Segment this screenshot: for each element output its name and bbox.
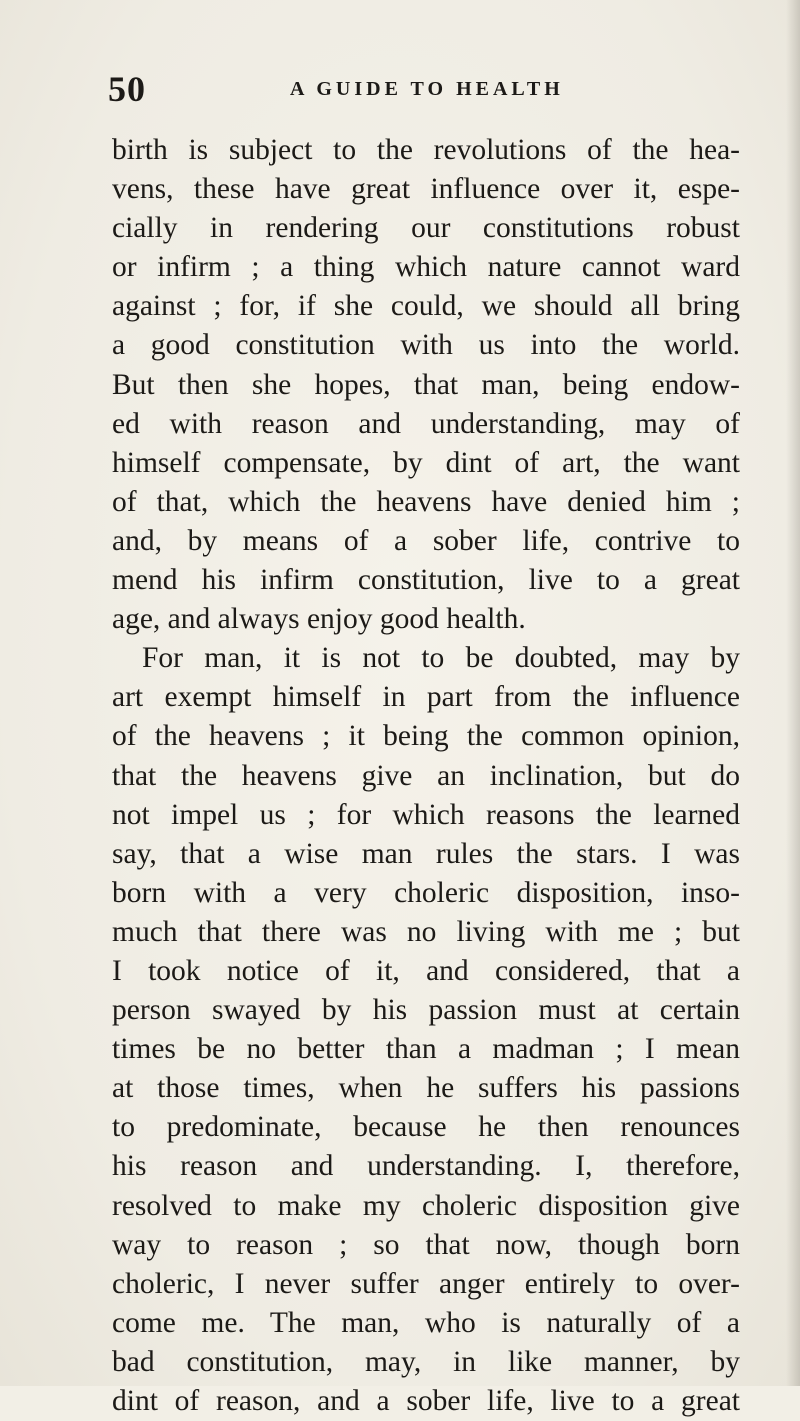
text-line: dint of reason, and a sober life, live to a great — [112, 1385, 740, 1417]
page-number: 50 — [108, 69, 146, 109]
text-line: resolved to make my choleric disposition give — [112, 1189, 740, 1222]
text-line: of that, which the heavens have denied him ; — [112, 485, 740, 518]
text-line: not impel us ; for which reasons the learned — [112, 798, 740, 831]
text-line: ed with reason and understanding, may of — [112, 407, 740, 440]
text-line: cially in rendering our constitutions robust — [112, 212, 740, 245]
paragraph-start-line: For man, it is not to be doubted, may by — [142, 642, 740, 675]
text-line: But then she hopes, that man, being endow- — [112, 368, 740, 401]
text-line: say, that a wise man rules the stars. I was — [112, 837, 740, 870]
text-line: a good constitution with us into the world. — [112, 329, 740, 362]
text-line: his reason and understanding. I, therefore, — [112, 1150, 740, 1183]
body-text — [112, 131, 740, 1421]
page-header — [108, 66, 728, 112]
text-line: mend his infirm constitution, live to a great — [112, 564, 740, 597]
text-line: at those times, when he suffers his passions — [112, 1072, 740, 1105]
text-line: born with a very choleric disposition, inso- — [112, 876, 740, 909]
text-line: way to reason ; so that now, though born — [112, 1228, 740, 1261]
text-line: himself compensate, by dint of art, the want — [112, 446, 740, 479]
text-line: I took notice of it, and considered, that a — [112, 954, 740, 987]
text-line: choleric, I never suffer anger entirely to over- — [112, 1267, 740, 1300]
text-line: and, by means of a sober life, contrive to — [112, 524, 740, 557]
text-line: bad constitution, may, in like manner, by — [112, 1345, 740, 1378]
paragraph-end-line: age, and always enjoy good health. — [112, 603, 526, 636]
page-edge-shadow — [786, 0, 800, 1386]
text-line: against ; for, if she could, we should all bring — [112, 290, 740, 323]
text-line: person swayed by his passion must at certain — [112, 994, 740, 1027]
text-line: vens, these have great influence over it, espe- — [112, 173, 740, 206]
running-title: A GUIDE TO HEALTH — [290, 78, 564, 100]
text-line: of the heavens ; it being the common opinion, — [112, 720, 740, 753]
text-line: that the heavens give an inclination, but do — [112, 759, 740, 792]
text-line: times be no better than a madman ; I mean — [112, 1033, 740, 1066]
text-line: birth is subject to the revolutions of the hea- — [112, 134, 740, 166]
text-line: or infirm ; a thing which nature cannot ward — [112, 251, 740, 284]
text-line: come me. The man, who is naturally of a — [112, 1306, 740, 1339]
text-line: to predominate, because he then renounces — [112, 1111, 740, 1144]
text-line: much that there was no living with me ; but — [112, 915, 740, 948]
text-line: art exempt himself in part from the influence — [112, 681, 740, 714]
